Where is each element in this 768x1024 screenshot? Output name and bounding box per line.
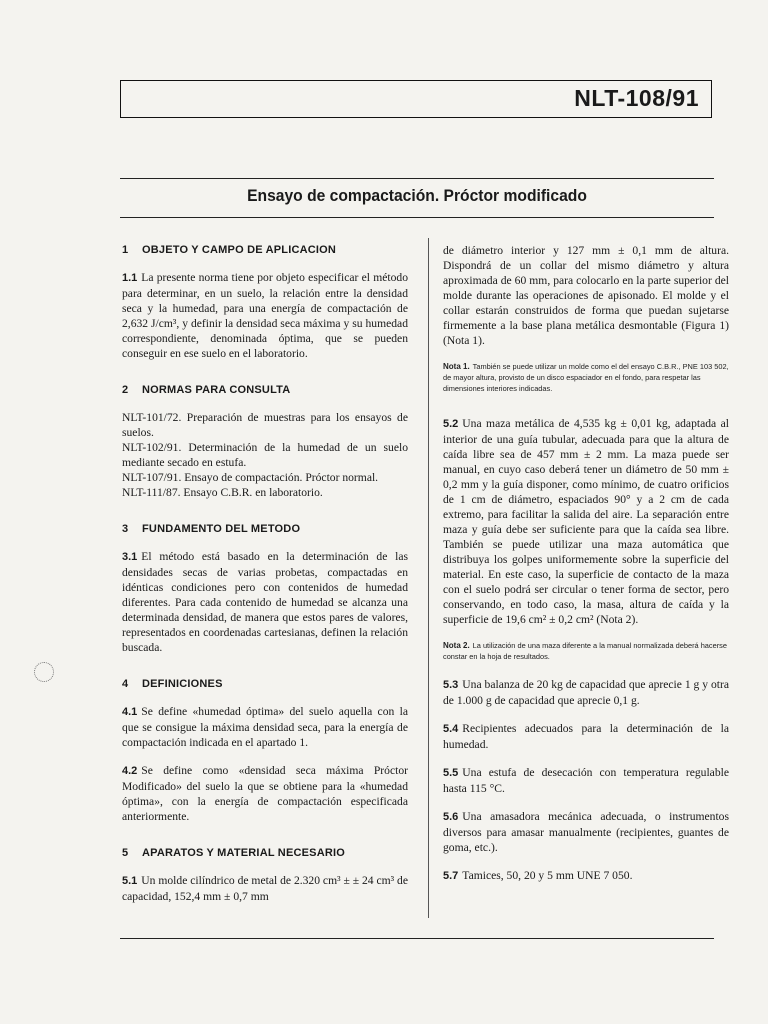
paragraph: 4.2 Se define como «densidad seca máxima Próctor Modificado» del suelo la que se obtiene para la «humedad óptima», con la energía de compactación especificada anteriormente. bbox=[122, 764, 408, 823]
title-bottom-rule bbox=[120, 217, 714, 218]
reference-item: NLT-102/91. Determinación de la humedad de un suelo mediante secado en estufa. bbox=[122, 441, 408, 469]
paragraph: 5.5 Una estufa de desecación con temperatura regulable hasta 115 °C. bbox=[443, 766, 729, 795]
section-heading: 5 APARATOS Y MATERIAL NECESARIO bbox=[122, 847, 346, 859]
paragraph: 5.7 Tamices, 50, 20 y 5 mm UNE 7 050. bbox=[443, 869, 633, 882]
right-column bbox=[443, 243, 729, 897]
section-heading: 2 NORMAS PARA CONSULTA bbox=[122, 384, 291, 396]
note-1: Nota 1. También se puede utilizar un molde como el del ensayo C.B.R., PNE 103 502, de mayor altura, provisto de un disco espaciador en el fondo, para respetar las dimensiones interiores indicadas. bbox=[443, 362, 729, 393]
footer-rule bbox=[120, 938, 714, 939]
document-code: NLT-108/91 bbox=[574, 85, 699, 111]
reference-item: NLT-107/91. Ensayo de compactación. Próctor normal. bbox=[122, 471, 379, 484]
section-heading: 3 FUNDAMENTO DEL METODO bbox=[122, 523, 301, 535]
paragraph: 5.1 Un molde cilíndrico de metal de 2.320 cm³ ± ± 24 cm³ de capacidad, 152,4 mm ± 0,7 mm bbox=[122, 874, 408, 903]
paragraph-continuation: de diámetro interior y 127 mm ± 0,1 mm de altura. Dispondrá de un collar del mismo diámetro y altura aproximada de 60 mm, para colocarlo en la parte superior del molde durante las operaciones de apisonado. El molde y el collar estarán construidos de forma que puedan sujetarse firmemente a la base plana metálica desmontable (Figura 1) (Nota 1). bbox=[443, 244, 729, 347]
left-column bbox=[122, 243, 408, 926]
section-3 bbox=[122, 522, 408, 655]
section-heading: 4 DEFINICIONES bbox=[122, 678, 223, 690]
paragraph: 3.1 El método está basado en la determinación de las densidades secas de varias probetas, compactadas en idénticas condiciones pero con contenidos de humedad diferentes. Para cada contenido de humedad se alcanza una determinada densidad, de manera que estos pares de valores, representados en coordenadas cartesianas, definen la relación buscada. bbox=[122, 550, 408, 654]
paragraph: 5.6 Una amasadora mecánica adecuada, o instrumentos diversos para amasar manualmente (recipientes, guantes de goma, etc.). bbox=[443, 810, 729, 854]
section-5 bbox=[122, 846, 408, 904]
paragraph: 1.1 La presente norma tiene por objeto especificar el método para determinar, en un suelo, la relación entre la densidad seca y la humedad, para una energía de compactación de 2,632 J/cm³, y definir la densidad seca máxima y su humedad correspondiente, denominada óptima, que se pueden conseguir en ese suelo en el laboratorio. bbox=[122, 271, 408, 360]
note-2: Nota 2. La utilización de una maza diferente a la manual normalizada deberá hacerse constar en la hoja de resultados. bbox=[443, 641, 727, 661]
document-code-box bbox=[120, 80, 712, 118]
paragraph: 4.1 Se define «humedad óptima» del suelo aquella con la que se consigue la máxima densidad seca, para la energía de compactación indicada en el apartado 1. bbox=[122, 705, 408, 749]
section-2 bbox=[122, 383, 408, 500]
section-heading: 1 OBJETO Y CAMPO DE APLICACION bbox=[122, 244, 337, 256]
punch-hole-mark bbox=[34, 662, 54, 682]
reference-list bbox=[122, 410, 408, 500]
paragraph: 5.3 Una balanza de 20 kg de capacidad que aprecie 1 g y otra de 1.000 g de capacidad que aprecie 0,1 g. bbox=[443, 678, 729, 707]
title-top-rule bbox=[120, 178, 714, 179]
section-4 bbox=[122, 677, 408, 824]
paragraph: 5.4 Recipientes adecuados para la determinación de la humedad. bbox=[443, 722, 729, 751]
paragraph: 5.2 Una maza metálica de 4,535 kg ± 0,01 kg, adaptada al interior de una guía tubular, adecuada para que la altura de caída libre sea de 457 mm ± 2 mm. La maza puede ser manual, en cuyo caso deberá tener un diámetro de 50 mm ± 0,2 mm y la guía disponer, como mínimo, de cuatro orificios de 1 cm de diámetro, espaciados 90° y a 2 cm de cada extremo, para facilitar la salida del aire. La separación entre maza y guía debe ser suficiente para que la caída sea libre. También se puede utilizar una maza automática que distribuya los golpes uniformemente sobre la superficie del material. En este caso, la superficie de contacto de la maza con el suelo podrá ser circular o tener forma de sector, pero conservando, en todo caso, la masa, altura de caída y la superficie de 19,6 cm² ± 0,2 cm² (Nota 2). bbox=[443, 417, 729, 626]
page-title: Ensayo de compactación. Próctor modificado bbox=[247, 186, 587, 205]
column-divider bbox=[428, 238, 429, 918]
reference-item: NLT-111/87. Ensayo C.B.R. en laboratorio. bbox=[122, 486, 323, 499]
section-1 bbox=[122, 243, 408, 361]
reference-item: NLT-101/72. Preparación de muestras para los ensayos de suelos. bbox=[122, 411, 408, 439]
